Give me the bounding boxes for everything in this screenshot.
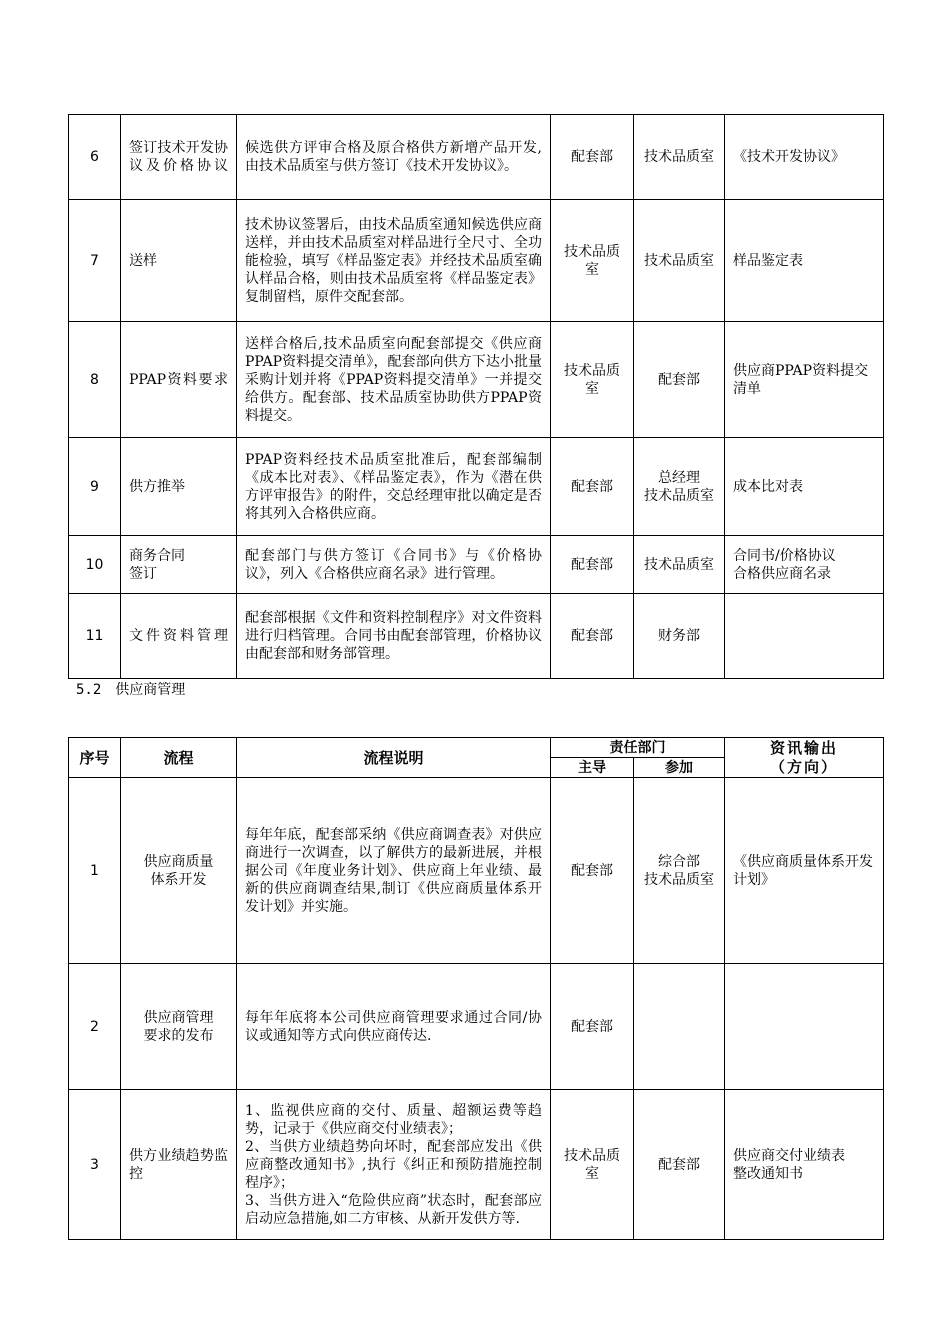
process-name: 供应商管理 要求的发布	[121, 964, 237, 1090]
supplier-management-table	[68, 737, 884, 1240]
lead-department: 配套部	[551, 778, 634, 964]
lead-department: 配套部	[551, 438, 634, 536]
header-participate: 参加	[634, 758, 725, 778]
table-row	[69, 778, 884, 964]
table-row	[69, 964, 884, 1090]
process-name: 文件资料管理	[121, 594, 237, 679]
lead-department: 配套部	[551, 536, 634, 594]
process-name: 供方推举	[121, 438, 237, 536]
table-row	[69, 322, 884, 438]
header-process: 流程	[121, 738, 237, 778]
lead-department: 配套部	[551, 964, 634, 1090]
process-name: 供方业绩趋势监控	[121, 1090, 237, 1240]
section-heading	[76, 680, 185, 700]
process-description: 配套部根据《文件和资料控制程序》对文件资料进行归档管理。合同书由配套部管理，价格协议由配套部和财务部管理。	[237, 594, 551, 679]
process-description: 候选供方评审合格及原合格供方新增产品开发,由技术品质室与供方签订《技术开发协议》。	[237, 115, 551, 200]
row-number: 2	[69, 964, 121, 1090]
participating-department	[634, 964, 725, 1090]
output-document: 供应商交付业绩表 整改通知书	[725, 1090, 884, 1240]
lead-department: 技术品质室	[551, 1090, 634, 1240]
row-number: 8	[69, 322, 121, 438]
section-title: 供应商管理	[115, 682, 186, 698]
process-description: 1、监视供应商的交付、质量、超额运费等趋势，记录于《供应商交付业绩表》； 2、当供方业绩趋势向坏时，配套部应发出《供应商整改通知书》,执行《纠正和预防措施控制程序》； 3、当供方进入“危险供应商”状态时，配套部应启动应急措施,如二方审核、从新开发供方等.	[237, 1090, 551, 1240]
supplier-development-table-continued	[68, 114, 884, 679]
output-document: 供应商PPAP资料提交清单	[725, 322, 884, 438]
lead-department: 技术品质室	[551, 322, 634, 438]
participating-department: 技术品质室	[634, 200, 725, 322]
row-number: 9	[69, 438, 121, 536]
lead-department: 配套部	[551, 115, 634, 200]
table-row	[69, 536, 884, 594]
process-description: 技术协议签署后，由技术品质室通知候选供应商送样，并由技术品质室对样品进行全尺寸、全功能检验，填写《样品鉴定表》并经技术品质室确认样品合格，则由技术品质室将《样品鉴定表》复制留档，原件交配套部。	[237, 200, 551, 322]
process-description: 每年年底，配套部采纳《供应商调查表》对供应商进行一次调查，以了解供方的最新进展，并根据公司《年度业务计划》、供应商上年业绩、最新的供应商调查结果,制订《供应商质量体系开发计划》并实施。	[237, 778, 551, 964]
header-responsible-dept: 责任部门	[551, 738, 725, 758]
participating-department: 技术品质室	[634, 115, 725, 200]
table-header-row	[69, 738, 884, 758]
header-description: 流程说明	[237, 738, 551, 778]
table-row	[69, 594, 884, 679]
row-number: 6	[69, 115, 121, 200]
output-document	[725, 594, 884, 679]
row-number: 3	[69, 1090, 121, 1240]
participating-department: 综合部 技术品质室	[634, 778, 725, 964]
process-name: 商务合同 签订	[121, 536, 237, 594]
process-description: 送样合格后,技术品质室向配套部提交《供应商PPAP资料提交清单》，配套部向供方下达小批量采购计划并将《PPAP资料提交清单》一并提交给供方。配套部、技术品质室协助供方PPAP资料提交。	[237, 322, 551, 438]
row-number: 11	[69, 594, 121, 679]
header-output: 资讯输出 （方向）	[725, 738, 884, 778]
lead-department: 技术品质室	[551, 200, 634, 322]
output-document: 样品鉴定表	[725, 200, 884, 322]
participating-department: 配套部	[634, 322, 725, 438]
row-number: 10	[69, 536, 121, 594]
section-number: 5.2	[76, 682, 102, 698]
process-name: 送样	[121, 200, 237, 322]
participating-department: 配套部	[634, 1090, 725, 1240]
process-description: 配套部门与供方签订《合同书》与《价格协议》，列入《合格供应商名录》进行管理。	[237, 536, 551, 594]
header-lead: 主导	[551, 758, 634, 778]
process-name: 供应商质量 体系开发	[121, 778, 237, 964]
header-number: 序号	[69, 738, 121, 778]
table-row	[69, 1090, 884, 1240]
participating-department: 技术品质室	[634, 536, 725, 594]
process-description: 每年年底将本公司供应商管理要求通过合同/协议或通知等方式向供应商传达.	[237, 964, 551, 1090]
participating-department: 财务部	[634, 594, 725, 679]
row-number: 1	[69, 778, 121, 964]
row-number: 7	[69, 200, 121, 322]
output-document: 《技术开发协议》	[725, 115, 884, 200]
output-document: 合同书/价格协议 合格供应商名录	[725, 536, 884, 594]
table-row	[69, 438, 884, 536]
table-row	[69, 115, 884, 200]
participating-department: 总经理 技术品质室	[634, 438, 725, 536]
table-row	[69, 200, 884, 322]
lead-department: 配套部	[551, 594, 634, 679]
output-document: 《供应商质量体系开发计划》	[725, 778, 884, 964]
output-document: 成本比对表	[725, 438, 884, 536]
output-document	[725, 964, 884, 1090]
process-description: PPAP资料经技术品质室批准后，配套部编制《成本比对表》、《样品鉴定表》，作为《潜在供方评审报告》的附件，交总经理审批以确定是否将其列入合格供应商。	[237, 438, 551, 536]
process-name: 签订技术开发协议及价格协议	[121, 115, 237, 200]
process-name: PPAP资料要求	[121, 322, 237, 438]
